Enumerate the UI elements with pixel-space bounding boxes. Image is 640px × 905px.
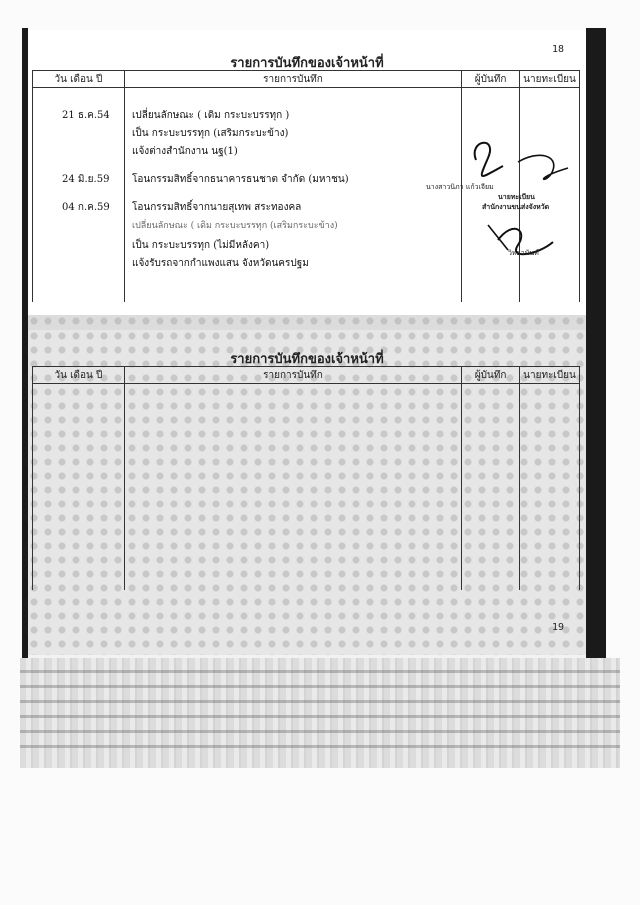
- entry-text: แจ้งรับรถจากกำแพงแสน จังหวัดนครปฐม: [132, 258, 309, 269]
- page-number: 19: [552, 622, 565, 633]
- header-registrar: นายทะเบียน: [520, 367, 580, 384]
- scan-streaks: [20, 668, 620, 760]
- header-record: รายการบันทึก: [124, 71, 461, 88]
- records-table: [32, 366, 580, 590]
- officer-records-section-19: [28, 330, 586, 655]
- entry-text: โอนกรรมสิทธิ์จากธนาคารธนชาต จำกัด (มหาชน): [132, 174, 349, 185]
- recorder-name: นางสาวนิภา แก้วเจียม: [426, 183, 494, 191]
- header-date: วัน เดือน ปี: [33, 71, 125, 88]
- registrar-name: วิทยานันท์: [508, 249, 539, 257]
- section-title: รายการบันทึกของเจ้าหน้าที่: [230, 56, 384, 71]
- officer-records-section-18: [28, 30, 586, 320]
- header-record: รายการบันทึก: [124, 367, 461, 384]
- entry-date: 24 มิ.ย.59: [62, 174, 110, 185]
- registrar-office: สำนักงานขนส่งจังหวัด: [482, 203, 550, 211]
- entry-date: 21 ธ.ค.54: [62, 110, 110, 121]
- header-registrar: นายทะเบียน: [520, 71, 580, 88]
- page-edge-right: [586, 28, 606, 658]
- entry-text: เปลี่ยนลักษณะ ( เดิม กระบะบรรทุก (เสริมกระบะข้าง): [132, 221, 338, 231]
- entry-text: แจ้งต่างสำนักงาน นฐ(1): [132, 146, 238, 157]
- entry-text: เปลี่ยนลักษณะ ( เดิม กระบะบรรทุก ): [132, 110, 290, 121]
- section-title: รายการบันทึกของเจ้าหน้าที่: [230, 352, 384, 367]
- header-recorder: ผู้บันทึก: [462, 71, 520, 88]
- registration-book-page: [28, 30, 586, 658]
- entry-text: เป็น กระบะบรรทุก (ไม่มีหลังคา): [132, 240, 270, 251]
- entry-text: เป็น กระบะบรรทุก (เสริมกระบะข้าง): [132, 128, 289, 139]
- page-number: 18: [552, 44, 565, 55]
- header-recorder: ผู้บันทึก: [462, 367, 520, 384]
- entry-date: 04 ก.ค.59: [62, 202, 110, 213]
- registrar-title: นายทะเบียน: [498, 193, 535, 201]
- header-date: วัน เดือน ปี: [33, 367, 125, 384]
- entry-text: โอนกรรมสิทธิ์จากนายสุเทพ สระทองคล: [132, 202, 302, 213]
